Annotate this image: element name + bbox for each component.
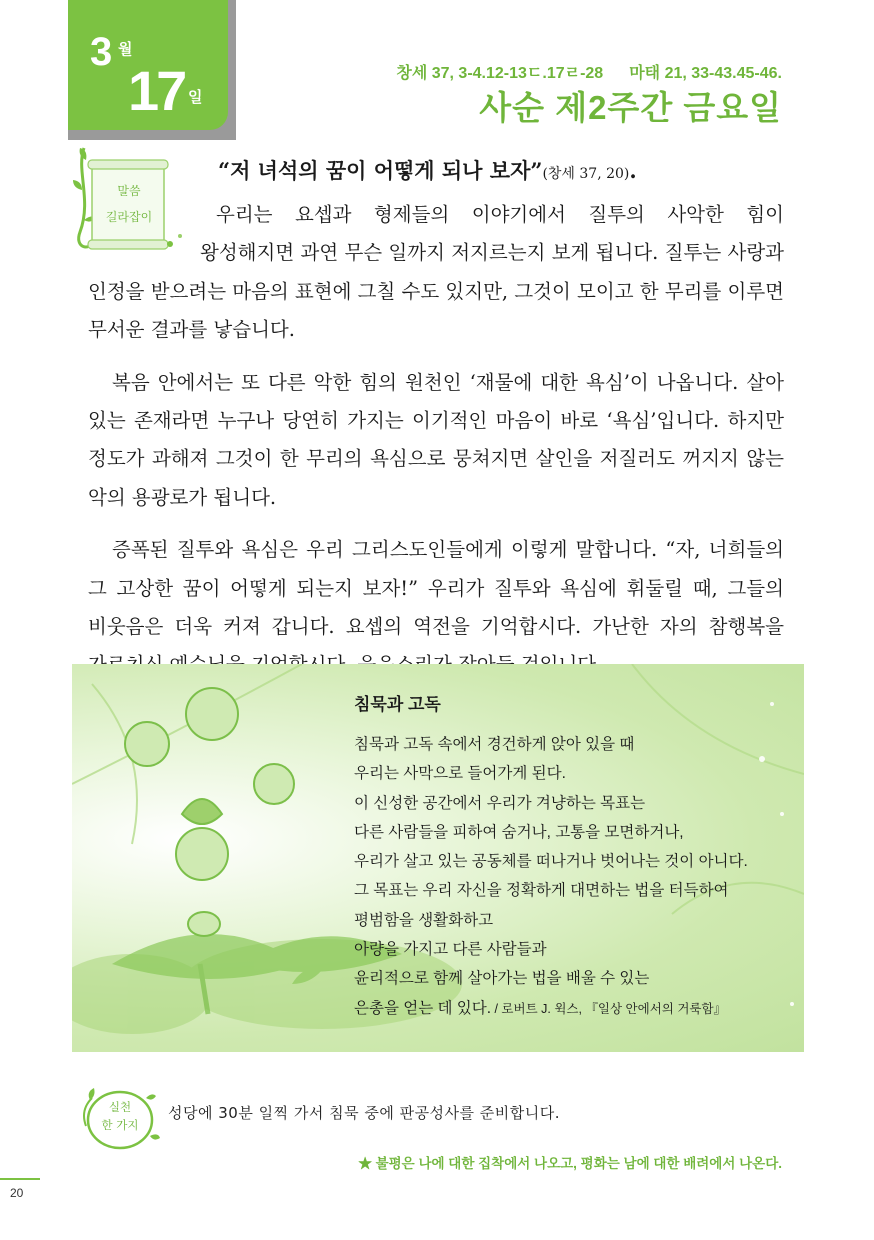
month-unit: 월 — [118, 41, 133, 58]
meditation-credit: / 로버트 J. 윅스, 『일상 안에서의 거룩함』 — [491, 1001, 727, 1016]
meditation-line: 우리는 사막으로 들어가게 된다. — [354, 765, 566, 783]
meditation-text — [354, 730, 748, 1023]
meditation-line: 다른 사람들을 피하여 숨거나, 고통을 모면하거나, — [354, 823, 684, 841]
icon-spacer — [88, 196, 200, 268]
month-number: 3 — [90, 30, 113, 74]
quote-reference: (창세 37, 20) — [542, 166, 630, 182]
key-quote — [218, 155, 637, 185]
day-number: 17 — [128, 59, 185, 122]
meditation-line: 침묵과 고독 속에서 경건하게 앉아 있을 때 — [354, 736, 635, 753]
reading-gospel: 마태 21, 33-43.45-46. — [629, 65, 782, 82]
practice-text: 성당에 30분 일찍 가서 침묵 중에 판공성사를 준비합니다. — [168, 1104, 561, 1122]
footer-divider — [0, 1178, 40, 1180]
meditation-line: 우리가 살고 있는 공동체를 떠나거나 벗어나는 것이 아니다. — [354, 853, 748, 871]
paragraph-3: 증폭된 질투와 욕심은 우리 그리스도인들에게 이렇게 말합니다. “자, 너희들의 그 고상한 꿈이 어떻게 되는지 보자!” 우리가 질투와 욕심에 휘둘릴 때, 그들의 비웃음은 더욱 커져 갑니다. 요셉의 역전을 기억합시다. 가난한 자의 참행복을 — [88, 538, 784, 639]
quote-text: “저 녀석의 꿈이 어떻게 되나 보자” — [218, 158, 543, 183]
reflection-body — [88, 196, 784, 685]
paragraph-2: 복음 안에서는 또 다른 악한 힘의 원천인 ‘재물에 대한 욕심’이 나옵니다. 살아 있는 존재라면 누구나 당연히 가지는 이기적인 마음이 바로 ‘욕심’입니다. 하지만 정도가 과해져 그것이 한 무리의 욕심으로 뭉쳐지면 살인을 저질러도 꺼지지 않는 악의 용광로가 됩니다. — [88, 370, 784, 509]
meditation-line: 이 신성한 공간에서 우리가 겨냥하는 목표는 — [354, 794, 646, 812]
word-guide-label: 말씀 길라잡이 — [105, 184, 153, 224]
quote-end-mark: . — [629, 158, 637, 183]
scripture-readings — [396, 60, 782, 83]
liturgical-day-title: 사순 제2주간 금요일 — [479, 89, 782, 126]
meditation-line: 그 목표는 우리 자신을 정확하게 대면하는 법을 터득하여 — [354, 882, 729, 900]
page-number: 20 — [10, 1186, 24, 1200]
paragraph-1: 우리는 요셉과 형제들의 이야기에서 질투의 사악한 힘이 왕성해지면 과연 무슨 일까지 저지르는지 보게 됩니다. 질투는 사랑과 인정을 받으려는 마음의 표현에 그칠 수도 있지만, 그것이 모이고 한 무리를 이루면 무서운 결과를 낳습니다. — [88, 203, 785, 342]
meditation-line: 평범함을 생활화하고 — [354, 911, 494, 929]
meditation-last-line: 은총을 얻는 데 있다. / 로버트 J. 윅스, 『일상 안에서의 거룩함』 — [354, 999, 727, 1017]
meditation-title: 침묵과 고독 — [354, 695, 441, 714]
meditation-line: 아량을 가지고 다른 사람들과 — [354, 941, 547, 959]
footer-motto: ★ 불평은 나에 대한 집착에서 나오고, 평화는 남에 대한 배려에서 나온다. — [358, 1156, 782, 1171]
meditation-line: 윤리적으로 함께 살아가는 법을 배울 수 있는 — [354, 970, 650, 988]
practice-label: 실천 한 가지 — [101, 1100, 139, 1132]
day-unit: 일 — [188, 89, 203, 106]
reading-first: 창세 37, 3-4.12-13ㄷ.17ㄹ-28 — [396, 65, 604, 82]
